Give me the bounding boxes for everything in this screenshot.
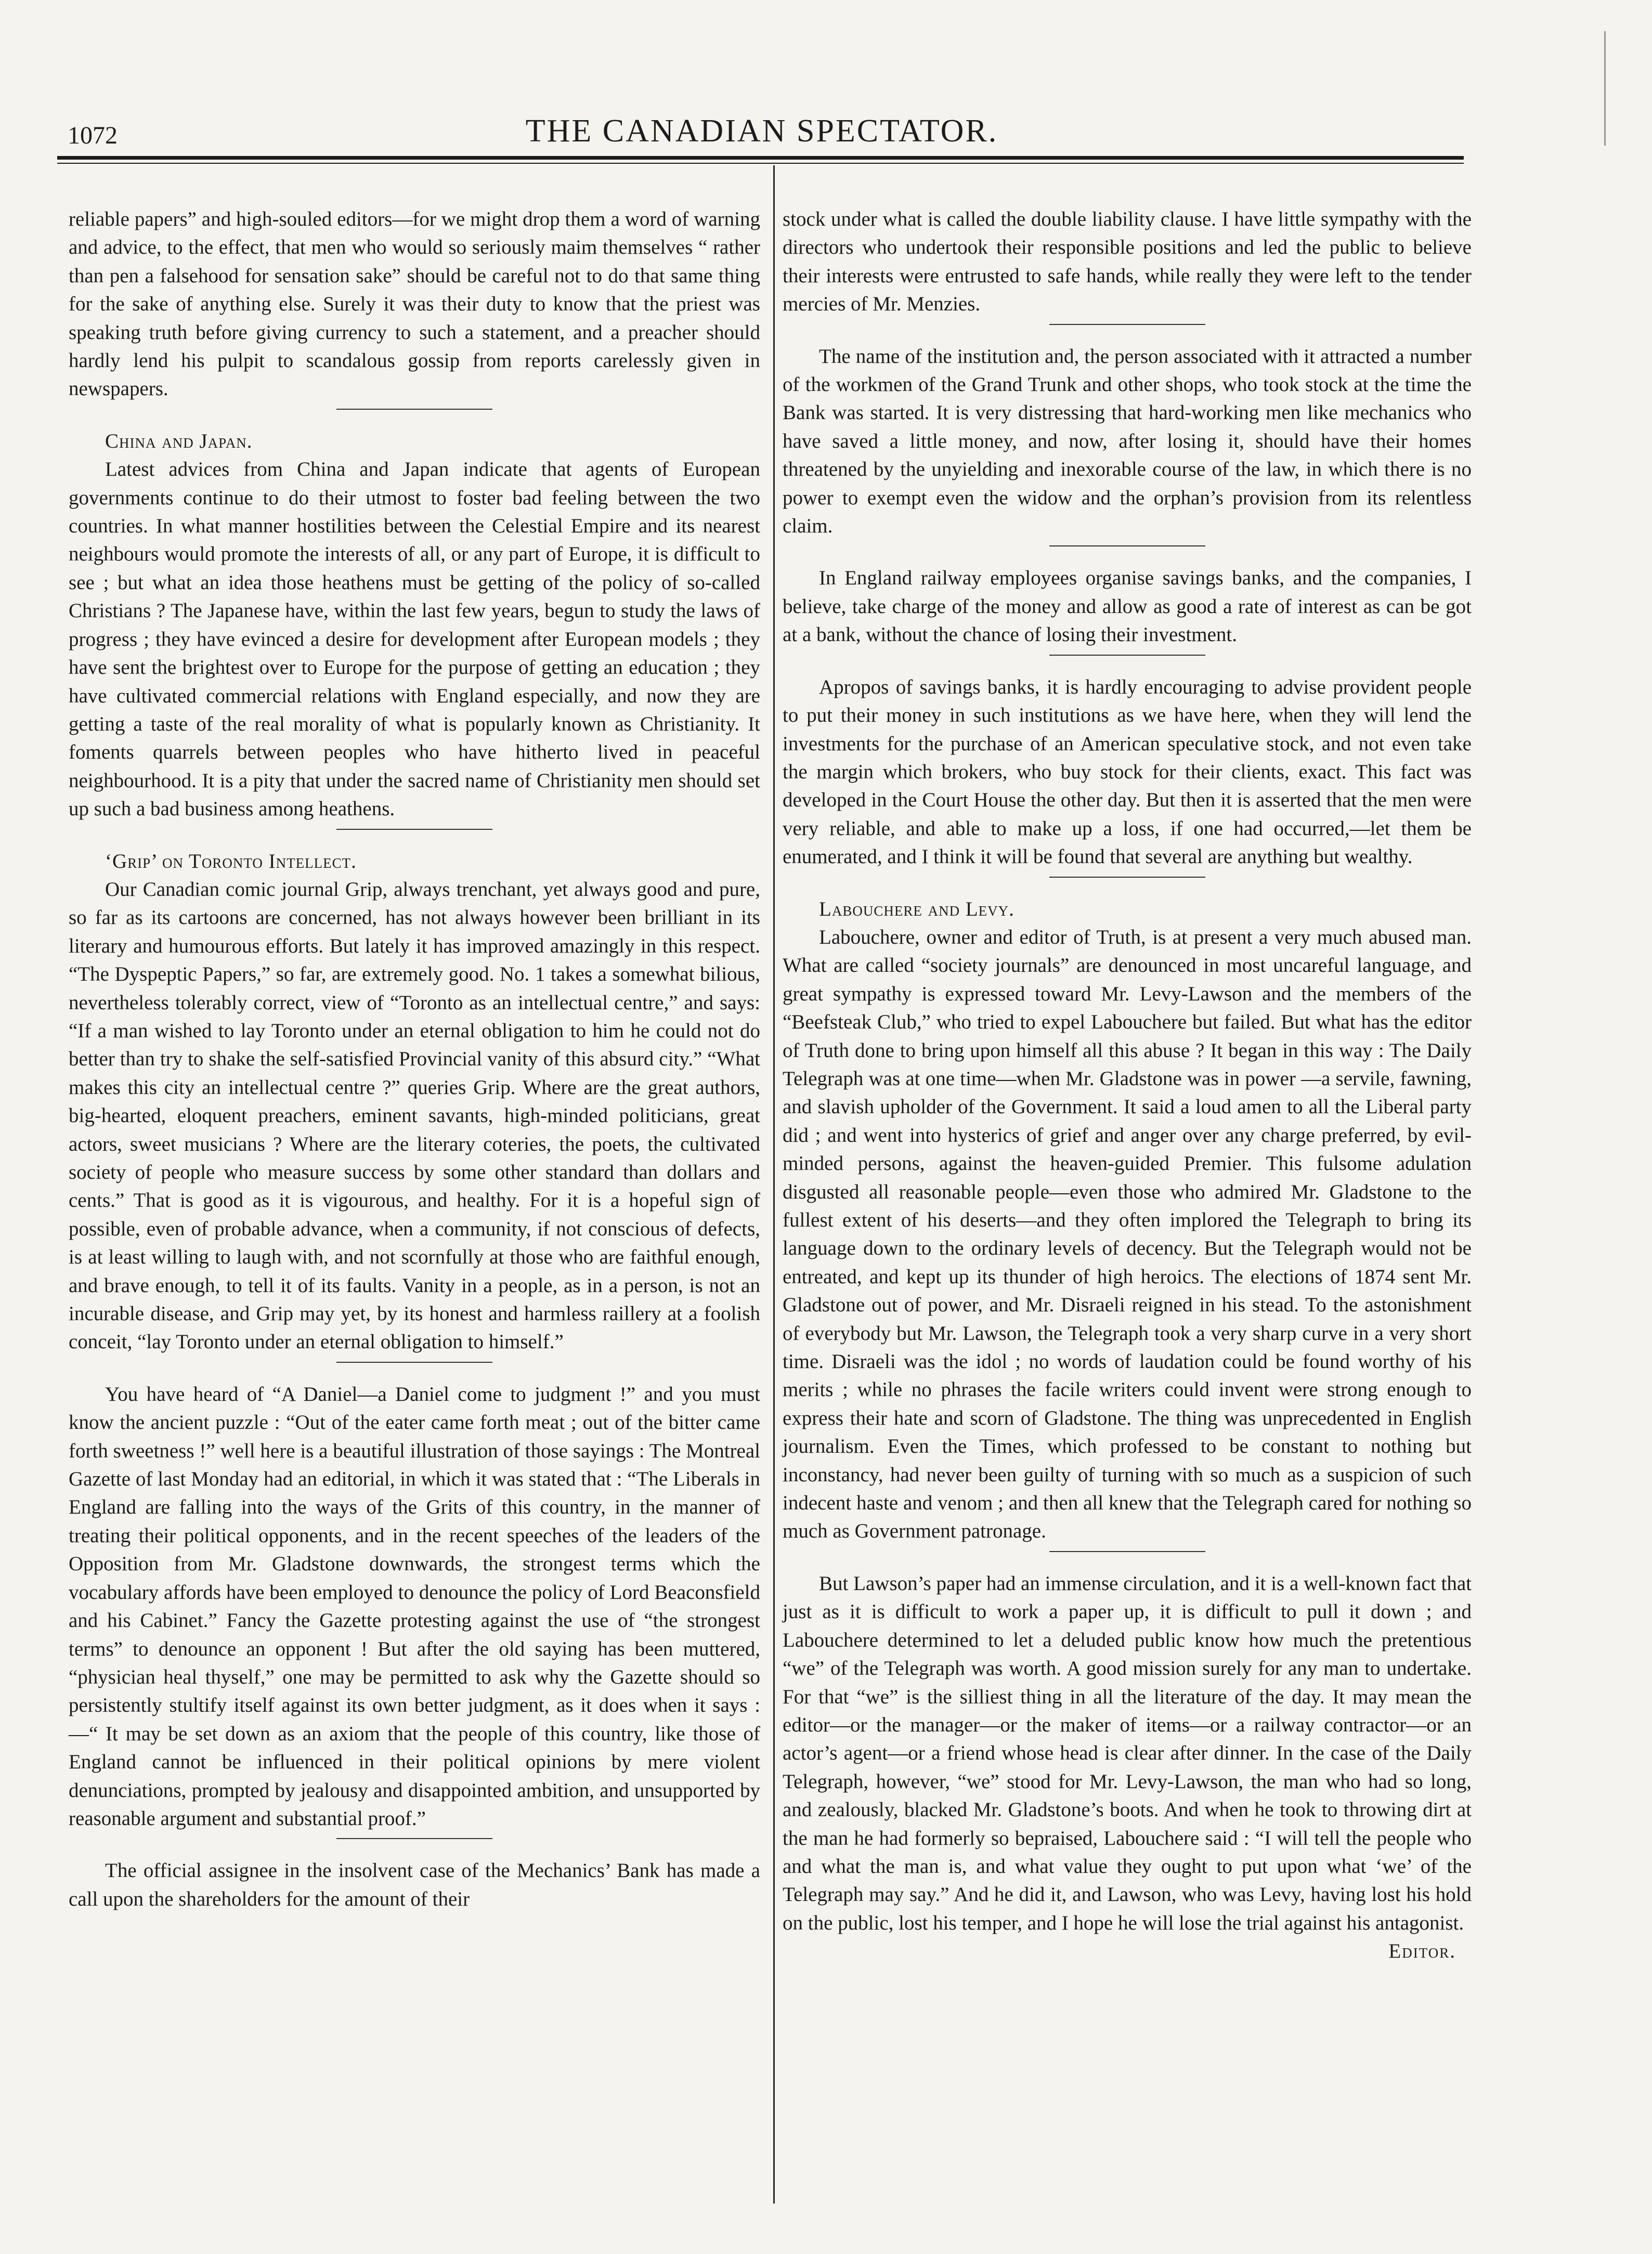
column-divider xyxy=(773,165,775,2204)
header-rule-thin xyxy=(57,163,1464,164)
page-header xyxy=(57,113,1466,159)
section-separator xyxy=(336,409,492,410)
paragraph-apropos: Apropos of savings banks, it is hardly encouraging to advise provident people to put their money in such institutions as we have here, when they will lend the investments for the purchase of an American speculative stock, and not even take the margin which brokers, who buy stock for their clients, exact. This fact was developed in the Court House the other day. But then it is asserted that the men were very reliable, and able to make up a loss, if one had occurred,—let them be enumerated, and I think it will be found that several are anything but wealthy. xyxy=(783,675,1472,868)
page-number: 1072 xyxy=(68,122,118,149)
paragraph-mechanics-bank: The official assignee in the insolvent case of the Mechanics’ Bank has made a call upon the shareholders for the amount of their xyxy=(69,1859,760,1910)
heading-grip-toronto: ‘Grip’ on Toronto Intellect. xyxy=(105,850,357,872)
paragraph-england-savings: In England railway employees organise savings banks, and the companies, I believe, take charge of the money and allow as good a rate of interest as can be got at a bank, without the chance of losing their investment. xyxy=(783,567,1472,646)
section-separator xyxy=(336,1362,492,1363)
section-separator xyxy=(1049,655,1205,656)
section-separator xyxy=(1049,324,1205,325)
left-column xyxy=(69,205,760,1913)
paragraph-daniel-gazette: You have heard of “A Daniel—a Daniel come to judgment !” and you must know the ancient puzzle : “Out of the eater came forth meat ; out of the bitter came forth sweetness !” well here is a beautiful illustration of those sayings : The Montreal Gazette of last Monday had an editorial, in which it was stated that : “The Liberals in England are falling into the ways of the Grits of this country, in the manner of treating their political opponents, and in the recent speeches of the leaders of the Opposition from Mr. Gladstone downwards, the strongest terms which the vocabulary affords have been employed to denounce the policy of Lord Beaconsfield and his Cabinet.” Fancy the Gazette protesting against the use of “the strongest terms” to denounce an opponent ! But after the old saying has been muttered, “physician heal thyself,” one may be permitted to ask why the Gazette should so persistently stultify itself against its own better judgment, as it does when it says :—“ It may be set down as an axiom that the people of this country, like those of England cannot be influenced in their political opinions by mere violent denunciations, prompted by jealousy and disappointed ambition, and unsupported by reasonable argument and substantial proof.” xyxy=(69,1383,760,1830)
journal-title: THE CANADIAN SPECTATOR. xyxy=(525,113,998,149)
page-edge-mark xyxy=(1604,31,1606,146)
section-separator xyxy=(336,829,492,830)
section-separator xyxy=(1049,545,1205,546)
section-separator xyxy=(336,1838,492,1839)
heading-labouchere-levy: Labouchere and Levy. xyxy=(819,897,1014,920)
paragraph-lawson: But Lawson’s paper had an immense circulation, and it is a well-known fact that just as it is difficult to work a paper up, it is difficult to pull it down ; and Labouchere determined to let a deluded public know how much the pretentious “we” of the Telegraph was worth. A good mission surely for any man to undertake. For that “we” is the silliest thing in all the literature of the day. It may mean the editor—or the manager—or the maker of items—or a railway contractor—or an actor’s agent—or a friend whose head is clear after dinner. In the case of the Daily Telegraph, however, “we” stood for Mr. Levy-Lawson, the man who had so long, and zealously, blacked Mr. Gladstone’s boots. And when he took to throwing dirt at the man he had formerly so bepraised, Labouchere said : “I will tell the people who and what the man is, and what value they ought to put upon what ‘we’ of the Telegraph may say.” And he did it, and Lawson, who was Levy, having lost his hold on the public, lost his temper, and I hope he will lose the trial against his antagonist. xyxy=(783,1572,1472,1934)
heading-china-and-japan: China and Japan. xyxy=(105,429,253,452)
paragraph-labouchere: Labouchere, owner and editor of Truth, is at present a very much abused man. What are called “society journals” are denounced in most uncareful language, and great sympathy is expressed toward Mr. Levy-Lawson and the members of the “Beefsteak Club,” who tried to expel Labouchere but failed. But what has the editor of Truth done to bring upon himself all this abuse ? It began in this way : The Daily Telegraph was at one time—when Mr. Gladstone was in power —a servile, fawning, and slavish upholder of the Government. It said a loud amen to all the Liberal party did ; and went into hysterics of grief and anger over any charge preferred, by evil-minded persons, against the heaven-guided Premier. This fulsome adulation disgusted all reasonable people—even those who admired Mr. Gladstone to the fullest extent of his deserts—and they often implored the Telegraph to bring its language down to the ordinary levels of decency. But the Telegraph would not be entreated, and kept up its thunder of high heroics. The elections of 1874 sent Mr. Gladstone out of power, and Mr. Disraeli reigned in his stead. To the astonishment of everybody but Mr. Lawson, the Telegraph took a very sharp curve in a very short time. Disraeli was the idol ; no words of laudation could be found worthy of his merits ; while no phrases the facile writers could invent were strong enough to express their hate and scorn of Gladstone. The thing was unprecedented in English journalism. Even the Times, which professed to be constant to nothing but inconstancy, had never been guilty of turning with so much as a suspicion of such indecent haste and venom ; and then all knew that the Telegraph cared for nothing so much as Government patronage. xyxy=(783,926,1472,1543)
paragraph-editors-continued: reliable papers” and high-souled editors—for we might drop them a word of warning and advice, to the effect, that men who would so seriously maim themselves “ rather than pen a falsehood for sensation sake” should be careful not to do that same thing for the sake of anything else. Surely it was their duty to know that the priest was speaking truth before giving currency to such a statement, and a preacher should hardly lend his pulpit to scandalous gossip from reports carelessly given in newspapers. xyxy=(69,208,760,400)
header-rule-thick xyxy=(57,156,1464,160)
paragraph-china-japan: Latest advices from China and Japan indicate that agents of European governments continue to do their utmost to foster bad feeling between the two countries. In what manner hostilities between the Celestial Empire and its nearest neighbours would promote the interests of all, or any part of Europe, it is difficult to see ; but what an idea those heathens must be getting of the policy of so-called Christians ? The Japanese have, within the last few years, begun to study the laws of progress ; they have evinced a desire for development after European models ; they have sent the brightest over to Europe for the purpose of getting an education ; they have cultivated commercial relations with England especially, and now they are getting a taste of the real morality of what is popularly known as Christianity. It foments quarrels between peoples who have hitherto lived in peaceful neighbourhood. It is a pity that under the sacred name of Christianity men should set up such a bad business among heathens. xyxy=(69,458,760,820)
editor-signature: Editor. xyxy=(1388,1940,1456,1963)
right-column xyxy=(783,205,1472,1966)
section-separator xyxy=(1049,1551,1205,1552)
paragraph-institution: The name of the institution and, the person associated with it attracted a number of the workmen of the Grand Trunk and other shops, who took stock at the time the Bank was started. It is very distressing that hard-working men like mechanics who have saved a little money, and now, after losing it, should have their homes threatened by the unyielding and inexorable course of the law, in which there is no power to exempt even the widow and the orphan’s provision from its relentless claim. xyxy=(783,345,1472,538)
paragraph-bank-continued: stock under what is called the double liability clause. I have little sympathy with the directors who undertook their responsible positions and led the public to believe their interests were entrusted to safe hands, while really they were left to the tender mercies of Mr. Menzies. xyxy=(783,208,1472,316)
paragraph-grip: Our Canadian comic journal Grip, always trenchant, yet always good and pure, so far as its cartoons are concerned, has not always however been brilliant in its literary and humourous efforts. But lately it has improved amazingly in this respect. “The Dyspeptic Papers,” so far, are extremely good. No. 1 takes a somewhat bilious, nevertheless tolerably correct, view of “Toronto as an intellectual centre,” and says: “If a man wished to lay Toronto under an eternal obligation to him he could not do better than try to shake the self-satisfied Provincial vanity of this absurd city.” “What makes this city an intellectual centre ?” queries Grip. Where are the great authors, big-hearted, eloquent preachers, eminent savants, high-minded politicians, great actors, sweet musicians ? Where are the literary coteries, the poets, the cultivated society of people who measure success by some other standard than dollars and cents.” That is good as it is vigourous, and healthy. For it is a hopeful sign of possible, even of probable advance, when a community, if not conscious of defects, is at least willing to laugh with, and not scornfully at those who are faithful enough, and brave enough, to tell it of its faults. Vanity in a people, as in a person, is not an incurable disease, and Grip may yet, by its honest and harmless raillery at a foolish conceit, “lay Toronto under an eternal obligation to himself.” xyxy=(69,878,760,1353)
section-separator xyxy=(1049,877,1205,878)
